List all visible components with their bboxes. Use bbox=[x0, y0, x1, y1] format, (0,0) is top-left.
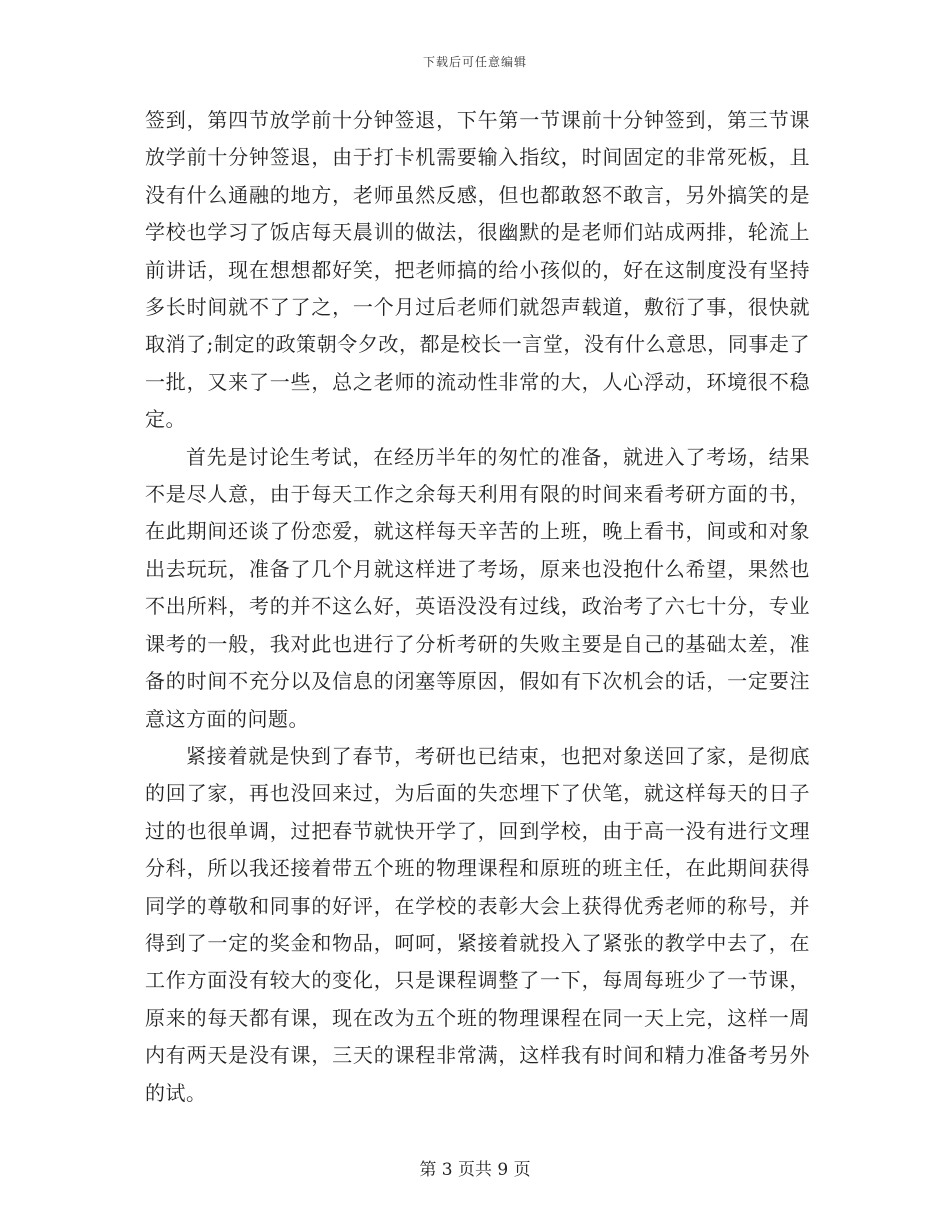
paragraph-1: 签到，第四节放学前十分钟签退，下午第一节课前十分钟签到，第三节课放学前十分钟签退，由于打卡机需要输入指纹，时间固定的非常死板，且没有什么通融的地方，老师虽然反感，但也都敢怒不敢言，另外搞笑的是学校也学习了饭店每天晨训的做法，很幽默的是老师们站成两排，轮流上前讲话，现在想想都好笑，把老师搞的给小孩似的，好在这制度没有坚持多长时间就不了了之，一个月过后老师们就怨声载道，敷衍了事，很快就取消了;制定的政策朝令夕改，都是校长一言堂，没有什么意思，同事走了一批，又来了一些，总之老师的流动性非常的大，人心浮动，环境很不稳定。 bbox=[145, 108, 810, 432]
document-body bbox=[145, 102, 810, 1112]
page-header: 下载后可任意编辑 bbox=[422, 55, 527, 69]
paragraph-2: 首先是讨论生考试，在经历半年的匆忙的准备，就进入了考场，结果不是尽人意，由于每天工作之余每天利用有限的时间来看考研方面的书，在此期间还谈了份恋爱，就这样每天辛苦的上班，晚上看书，间或和对象出去玩玩，准备了几个月就这样进了考场，原来也没抱什么希望，果然也不出所料，考的并不这么好，英语没没有过线，政治考了六七十分，专业课考的一般，我对此也进行了分析考研的失败主要是自己的基础太差，准备的时间不充分以及信息的闭塞等原因，假如有下次机会的话，一定要注意这方面的问题。 bbox=[145, 444, 810, 731]
page-number-footer: 第 3 页共 9 页 bbox=[419, 1160, 531, 1180]
paragraph-3: 紧接着就是快到了春节，考研也已结束，也把对象送回了家，是彻底的回了家，再也没回来过，为后面的失恋埋下了伏笔，就这样每天的日子过的也很单调，过把春节就快开学了，回到学校，由于高一没有进行文理分科，所以我还接着带五个班的物理课程和原班的班主任，在此期间获得同学的尊敬和同事的好评，在学校的表彰大会上获得优秀老师的称号，并得到了一定的奖金和物品，呵呵，紧接着就投入了紧张的教学中去了，在工作方面没有较大的变化，只是课程调整了一下，每周每班少了一节课，原来的每天都有课，现在改为五个班的物理课程在同一天上完，这样一周内有两天是没有课，三天的课程非常满，这样我有时间和精力准备考另外的试。 bbox=[145, 743, 810, 1105]
